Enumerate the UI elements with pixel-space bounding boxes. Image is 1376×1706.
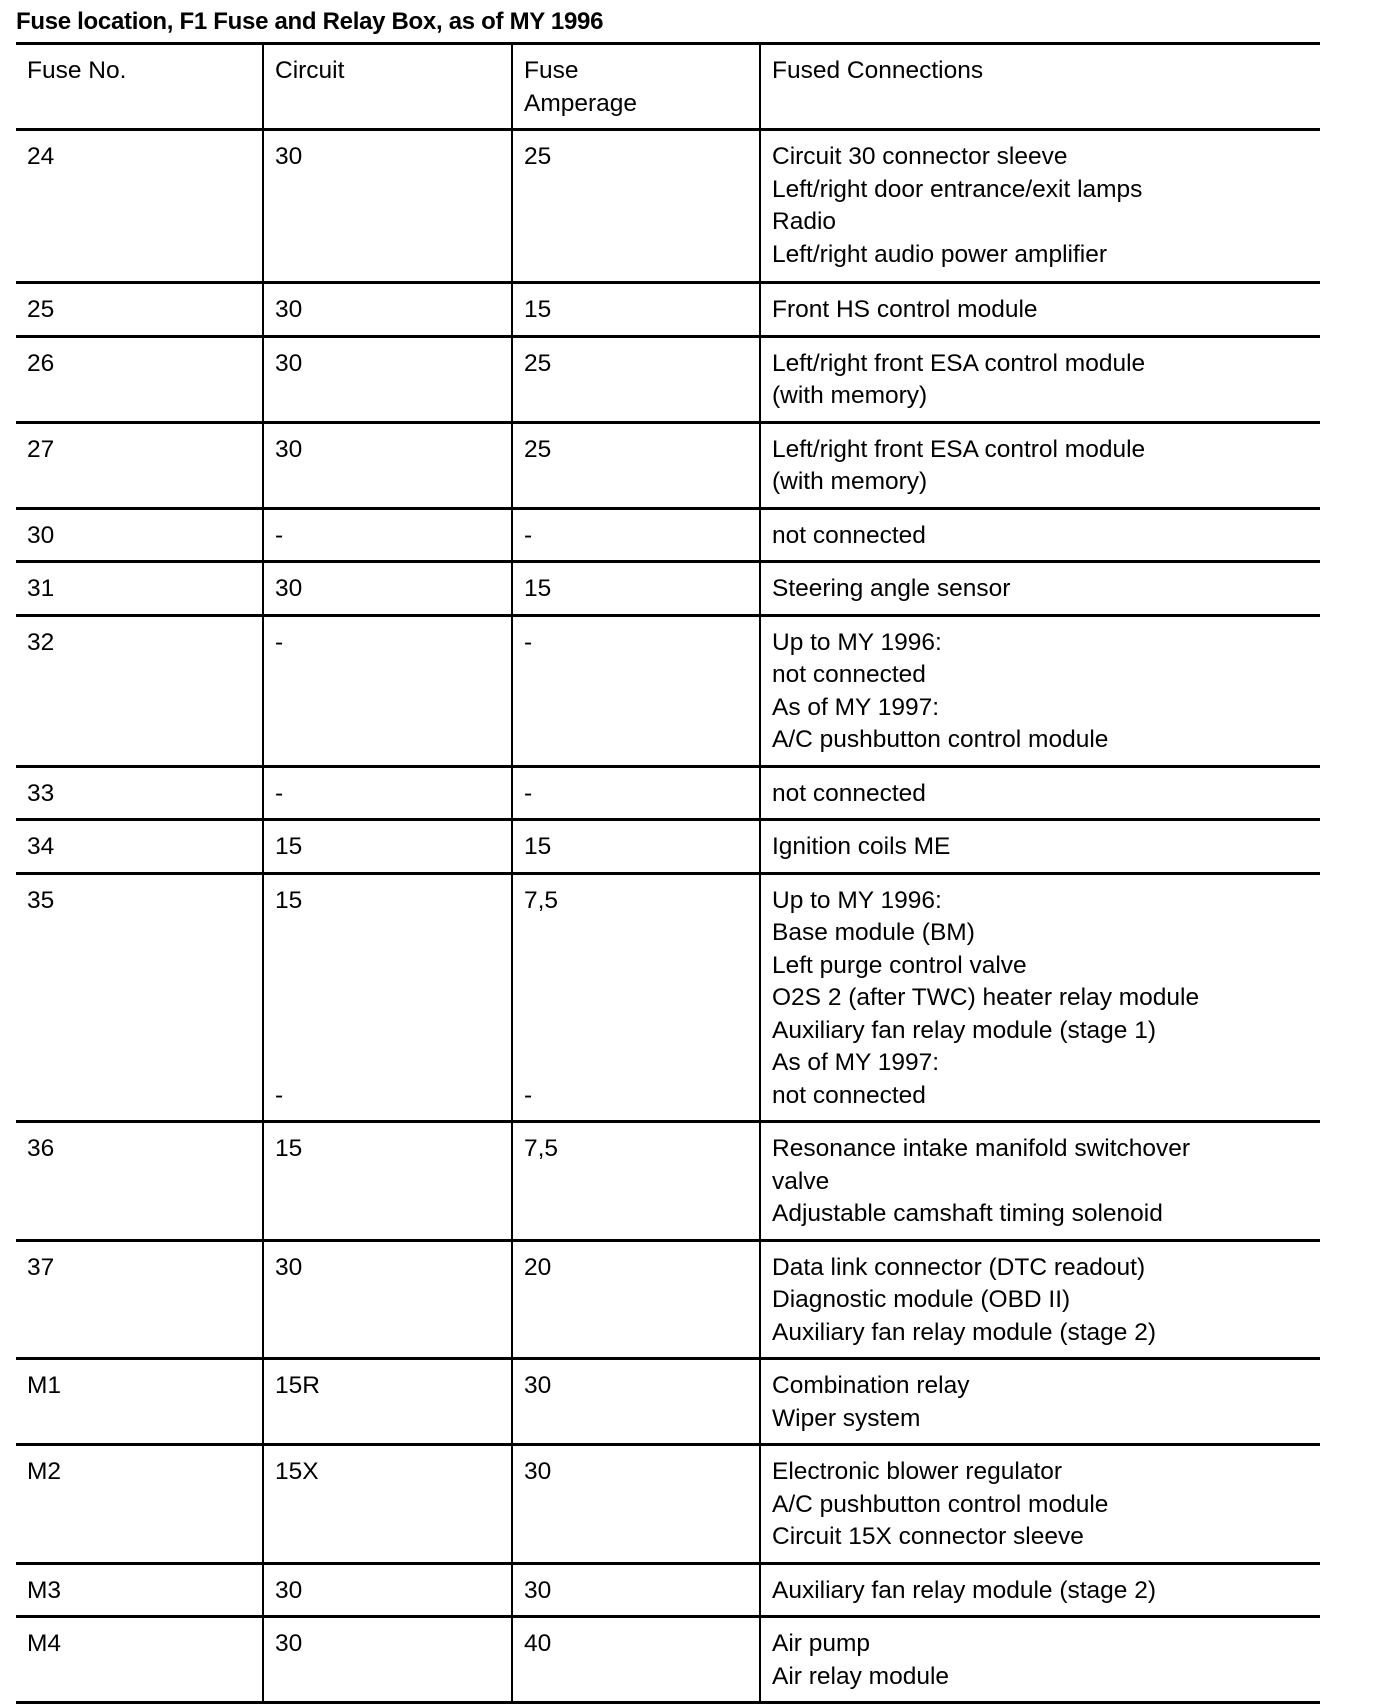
cell-connections: [760, 562, 1320, 616]
cell-circuit-line: 30: [275, 1253, 303, 1281]
cell-connections-line: A/C pushbutton control module: [772, 1490, 1109, 1518]
cell-circuit-line: 30: [275, 349, 303, 377]
cell-amperage: [512, 1445, 760, 1564]
cell-circuit: [263, 766, 512, 820]
cell-connections-line: Left/right door entrance/exit lamps: [772, 175, 1143, 203]
cell-fuse: [16, 562, 263, 616]
cell-connections-line: Data link connector (DTC readout): [772, 1253, 1146, 1281]
cell-connections-line: not connected: [772, 1081, 926, 1109]
cell-circuit-line: 30: [275, 1576, 303, 1604]
cell-circuit: [263, 1122, 512, 1241]
table-row: [16, 873, 1320, 1122]
cell-fuse: [16, 1122, 263, 1241]
cell-connections: [760, 1445, 1320, 1564]
cell-connections: [760, 615, 1320, 766]
cell-connections: [760, 422, 1320, 508]
cell-amperage-line: [524, 917, 759, 950]
cell-fuse-line: 36: [27, 1135, 55, 1162]
cell-fuse-line: 37: [27, 1253, 55, 1281]
cell-connections-line: Adjustable camshaft timing solenoid: [772, 1200, 1163, 1227]
cell-circuit-line: [275, 950, 511, 983]
cell-connections-line: As of MY 1997:: [772, 693, 940, 721]
cell-circuit-line: -: [275, 1081, 284, 1109]
cell-amperage-line: 15: [524, 833, 552, 860]
cell-circuit: [263, 562, 512, 616]
cell-connections-line: Air pump: [772, 1630, 871, 1657]
header-fused-connections-line: Fused Connections: [772, 57, 984, 84]
fuse-table: [16, 42, 1320, 1704]
cell-fuse-line: 25: [27, 296, 55, 323]
table-row: [16, 508, 1320, 562]
cell-connections-line: Left/right audio power amplifier: [772, 240, 1108, 268]
cell-connections-line: Up to MY 1996:: [772, 886, 942, 914]
cell-circuit: [263, 283, 512, 337]
cell-amperage-line: -: [524, 779, 533, 807]
cell-fuse: [16, 508, 263, 562]
cell-circuit-line: [275, 982, 511, 1015]
cell-amperage: [512, 615, 760, 766]
cell-amperage: [512, 562, 760, 616]
cell-connections-line: Circuit 15X connector sleeve: [772, 1523, 1084, 1550]
document-title: Fuse location, F1 Fuse and Relay Box, as of MY 1996: [16, 8, 604, 35]
cell-connections-line: Steering angle sensor: [772, 575, 1011, 602]
cell-circuit: [263, 1240, 512, 1359]
cell-connections-line: Combination relay: [772, 1372, 970, 1399]
cell-connections-line: O2S 2 (after TWC) heater relay module: [772, 984, 1200, 1011]
cell-amperage-line: 7,5: [524, 1135, 559, 1162]
cell-circuit-line: 15X: [275, 1458, 319, 1485]
cell-connections-line: Left purge control valve: [772, 951, 1027, 979]
cell-amperage: [512, 422, 760, 508]
cell-fuse: [16, 873, 263, 1122]
cell-fuse: [16, 1359, 263, 1445]
cell-connections-line: As of MY 1997:: [772, 1049, 940, 1076]
table-row: [16, 820, 1320, 874]
table-row: [16, 562, 1320, 616]
cell-connections-line: valve: [772, 1167, 830, 1195]
cell-amperage-line: -: [524, 628, 533, 656]
cell-fuse-line: 32: [27, 628, 55, 656]
cell-connections-line: Up to MY 1996:: [772, 628, 942, 656]
cell-amperage: [512, 336, 760, 422]
cell-fuse: [16, 283, 263, 337]
cell-amperage-line: 7,5: [524, 886, 559, 914]
cell-circuit-line: 15: [275, 886, 303, 914]
cell-connections: [760, 873, 1320, 1122]
cell-amperage: [512, 1240, 760, 1359]
cell-circuit-line: -: [275, 779, 284, 807]
cell-amperage-line: 30: [524, 1372, 552, 1399]
cell-connections: [760, 1359, 1320, 1445]
header-fuse-amperage-line: Fuse: [524, 57, 579, 84]
cell-fuse: [16, 1563, 263, 1617]
cell-connections-line: Left/right front ESA control module: [772, 435, 1146, 463]
cell-connections-line: Diagnostic module (OBD II): [772, 1286, 1071, 1313]
cell-fuse-line: M2: [27, 1458, 62, 1485]
cell-fuse: [16, 1617, 263, 1703]
cell-fuse: [16, 820, 263, 874]
cell-fuse-line: 24: [27, 143, 55, 170]
table-row: [16, 336, 1320, 422]
cell-amperage-line: -: [524, 1081, 533, 1109]
cell-amperage-line: 25: [524, 143, 552, 170]
table-row: [16, 283, 1320, 337]
cell-fuse-line: 34: [27, 833, 55, 860]
table-row: [16, 766, 1320, 820]
cell-fuse: [16, 1240, 263, 1359]
cell-fuse: [16, 615, 263, 766]
cell-circuit-line: 15R: [275, 1372, 320, 1399]
cell-circuit-line: -: [275, 628, 284, 656]
cell-circuit-line: 15: [275, 833, 303, 860]
cell-circuit-line: 30: [275, 143, 303, 170]
cell-connections-line: Ignition coils ME: [772, 833, 951, 860]
cell-amperage: [512, 1122, 760, 1241]
cell-circuit: [263, 615, 512, 766]
cell-amperage-line: [524, 950, 759, 983]
cell-connections: [760, 1122, 1320, 1241]
cell-amperage: [512, 508, 760, 562]
cell-amperage: [512, 766, 760, 820]
cell-circuit: [263, 1359, 512, 1445]
cell-amperage-line: -: [524, 521, 533, 549]
header-fuse-amperage: [512, 44, 760, 130]
cell-connections-line: not connected: [772, 779, 926, 807]
cell-circuit-line: -: [275, 521, 284, 549]
cell-fuse-line: 26: [27, 349, 55, 377]
cell-circuit-line: [275, 1015, 511, 1048]
cell-circuit-line: 30: [275, 1630, 303, 1657]
cell-amperage-line: 30: [524, 1458, 552, 1485]
cell-circuit-line: [275, 917, 511, 950]
header-circuit-line: Circuit: [275, 57, 345, 84]
cell-circuit: [263, 508, 512, 562]
cell-connections-line: Front HS control module: [772, 296, 1038, 323]
cell-connections-line: Base module (BM): [772, 919, 975, 946]
cell-fuse: [16, 422, 263, 508]
cell-circuit: [263, 130, 512, 283]
cell-connections: [760, 820, 1320, 874]
cell-fuse-line: 30: [27, 521, 55, 549]
cell-connections-line: A/C pushbutton control module: [772, 726, 1109, 753]
header-fused-connections: [760, 44, 1320, 130]
cell-connections-line: Auxiliary fan relay module (stage 2): [772, 1576, 1157, 1604]
cell-fuse-line: 27: [27, 435, 55, 463]
cell-amperage-line: [524, 1015, 759, 1048]
cell-amperage: [512, 130, 760, 283]
cell-connections-line: Resonance intake manifold switchover: [772, 1135, 1191, 1162]
cell-circuit: [263, 336, 512, 422]
cell-connections: [760, 766, 1320, 820]
cell-connections-line: not connected: [772, 521, 926, 549]
header-fuse-amperage-line: Amperage: [524, 89, 638, 117]
table-row: [16, 1617, 1320, 1703]
cell-circuit: [263, 422, 512, 508]
cell-connections-line: Auxiliary fan relay module (stage 1): [772, 1016, 1157, 1044]
cell-connections-line: Wiper system: [772, 1404, 921, 1432]
cell-fuse: [16, 130, 263, 283]
cell-circuit-line: 30: [275, 575, 303, 602]
table-row: [16, 1563, 1320, 1617]
cell-circuit-line: 30: [275, 435, 303, 463]
cell-amperage: [512, 1563, 760, 1617]
cell-connections: [760, 283, 1320, 337]
cell-amperage-line: [524, 1047, 759, 1080]
cell-amperage: [512, 873, 760, 1122]
header-circuit: [263, 44, 512, 130]
table-row: [16, 1240, 1320, 1359]
table-row: [16, 615, 1320, 766]
cell-amperage-line: 15: [524, 296, 552, 323]
cell-connections-line: Auxiliary fan relay module (stage 2): [772, 1318, 1157, 1346]
cell-amperage-line: [524, 982, 759, 1015]
cell-amperage-line: 15: [524, 575, 552, 602]
cell-connections: [760, 508, 1320, 562]
cell-circuit: [263, 1563, 512, 1617]
cell-connections: [760, 336, 1320, 422]
table-row: [16, 130, 1320, 283]
table-row: [16, 422, 1320, 508]
cell-fuse-line: M3: [27, 1576, 62, 1604]
cell-amperage-line: 25: [524, 435, 552, 463]
cell-connections-line: Radio: [772, 208, 837, 235]
cell-connections-line: Air relay module: [772, 1662, 950, 1690]
cell-circuit: [263, 1445, 512, 1564]
cell-circuit: [263, 873, 512, 1122]
cell-fuse-line: 33: [27, 779, 55, 807]
table-row: [16, 1359, 1320, 1445]
cell-amperage-line: 30: [524, 1576, 552, 1604]
header-fuse-no-line: Fuse No.: [27, 57, 127, 84]
cell-amperage-line: 20: [524, 1253, 552, 1281]
cell-connections-line: Electronic blower regulator: [772, 1458, 1063, 1485]
cell-circuit: [263, 1617, 512, 1703]
cell-fuse-line: M4: [27, 1630, 62, 1657]
table-row: [16, 1445, 1320, 1564]
cell-connections: [760, 1563, 1320, 1617]
cell-fuse: [16, 1445, 263, 1564]
cell-amperage: [512, 1617, 760, 1703]
cell-connections-line: not connected: [772, 661, 926, 688]
cell-fuse-line: M1: [27, 1372, 62, 1399]
cell-circuit: [263, 820, 512, 874]
header-fuse-no: [16, 44, 263, 130]
table-row: [16, 1122, 1320, 1241]
cell-amperage-line: 25: [524, 349, 552, 377]
cell-connections: [760, 130, 1320, 283]
cell-circuit-line: [275, 1047, 511, 1080]
table-header-row: [16, 44, 1320, 130]
cell-connections: [760, 1240, 1320, 1359]
cell-fuse-line: 35: [27, 886, 55, 914]
cell-connections: [760, 1617, 1320, 1703]
cell-connections-line: Left/right front ESA control module: [772, 349, 1146, 377]
cell-connections-line: (with memory): [772, 382, 928, 409]
cell-fuse: [16, 766, 263, 820]
cell-circuit-line: 30: [275, 296, 303, 323]
cell-connections-line: (with memory): [772, 468, 928, 495]
cell-connections-line: Circuit 30 connector sleeve: [772, 143, 1068, 170]
cell-amperage: [512, 820, 760, 874]
cell-fuse: [16, 336, 263, 422]
cell-circuit-line: 15: [275, 1135, 303, 1162]
cell-amperage: [512, 1359, 760, 1445]
cell-amperage: [512, 283, 760, 337]
cell-fuse-line: 31: [27, 575, 55, 602]
cell-amperage-line: 40: [524, 1630, 552, 1657]
